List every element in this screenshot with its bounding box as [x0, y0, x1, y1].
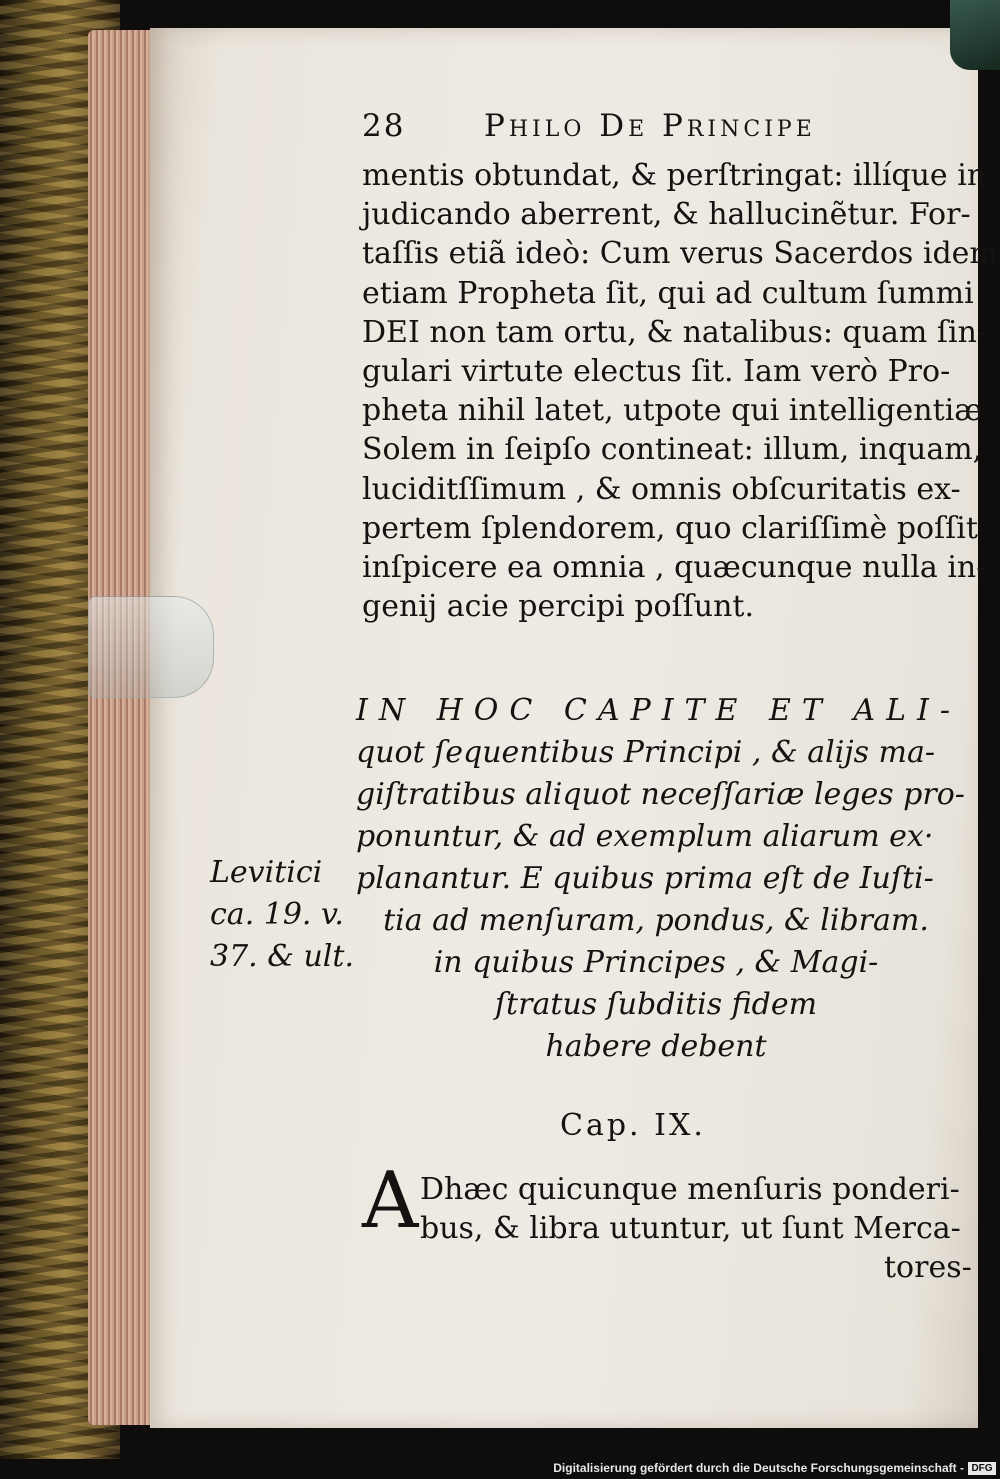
text-line: pheta nihil latet, utpote qui intelligentiæ — [362, 393, 983, 429]
text-line: inſpicere ea omnia , quæcunque nulla in- — [362, 549, 987, 585]
margin-note — [210, 852, 354, 978]
footer-credit: Digitalisierung gefördert durch die Deutsche Forschungsgemeinschaft - — [553, 1461, 964, 1475]
chapter-heading: Cap. IX. — [560, 1108, 706, 1143]
chapter-summary — [356, 690, 976, 1068]
text-line: Dhæc quicunque menſuris ponderi- — [420, 1172, 960, 1207]
body-text — [362, 156, 998, 626]
margin-note-line: Levitici — [210, 855, 323, 890]
margin-note-line: ca. 19. v. — [210, 897, 344, 932]
text-line: gulari virtute electus ſit. Iam verò Pro- — [362, 353, 951, 389]
text-line: luciditſſimum , & omnis obſcuritatis ex- — [362, 471, 961, 507]
text-line: DEI non tam ortu, & natalibus: quam ſin- — [362, 314, 988, 350]
drop-cap: A — [362, 1156, 419, 1246]
text-line: bus, & libra utuntur, ut ſunt Merca- — [420, 1211, 961, 1246]
text-line: judicando aberrent, & hallucinẽtur. For- — [362, 197, 971, 233]
catchword: tores- — [884, 1250, 972, 1285]
text-line: genij acie percipi poſſunt. — [362, 589, 755, 625]
summary-line: ponuntur, & ad exemplum aliarum ex· — [356, 819, 934, 854]
text-line: taſſis etiã ideò: Cum verus Sacerdos idem — [362, 236, 998, 272]
page-tab-marker — [88, 596, 214, 698]
running-head: Philo De Principe — [484, 108, 816, 144]
text-line: Solem in ſeipſo contineat: illum, inquam, — [362, 432, 983, 468]
summary-line: in quibus Principes , & Magi- — [433, 945, 879, 980]
text-line: mentis obtundat, & perſtringat: illíque in — [362, 158, 987, 193]
page-number: 28 — [362, 108, 406, 144]
summary-line: IN HOC CAPITE ET ALI- — [356, 693, 962, 728]
margin-note-line: 37. & ult. — [210, 939, 354, 974]
page-header — [358, 108, 938, 152]
text-line: pertem ſplendorem, quo clariſſimè poſſit — [362, 510, 978, 546]
footer-bar — [0, 1459, 1000, 1479]
summary-line: tia ad menſuram, pondus, & libram. — [383, 903, 929, 938]
summary-line: giſtratibus aliquot neceſſariæ leges pro- — [356, 777, 965, 812]
summary-line: ſtratus ſubditis fidem — [494, 987, 818, 1022]
summary-line: habere debent — [545, 1029, 767, 1064]
summary-line: planantur. E quibus prima eſt de Iuſti- — [356, 861, 934, 896]
dfg-logo: DFG — [968, 1462, 996, 1475]
text-line: etiam Propheta ſit, qui ad cultum ſummi — [362, 275, 974, 311]
bookmark-ribbon — [950, 0, 1000, 70]
summary-line: quot ſequentibus Principi , & alijs ma- — [356, 735, 936, 770]
